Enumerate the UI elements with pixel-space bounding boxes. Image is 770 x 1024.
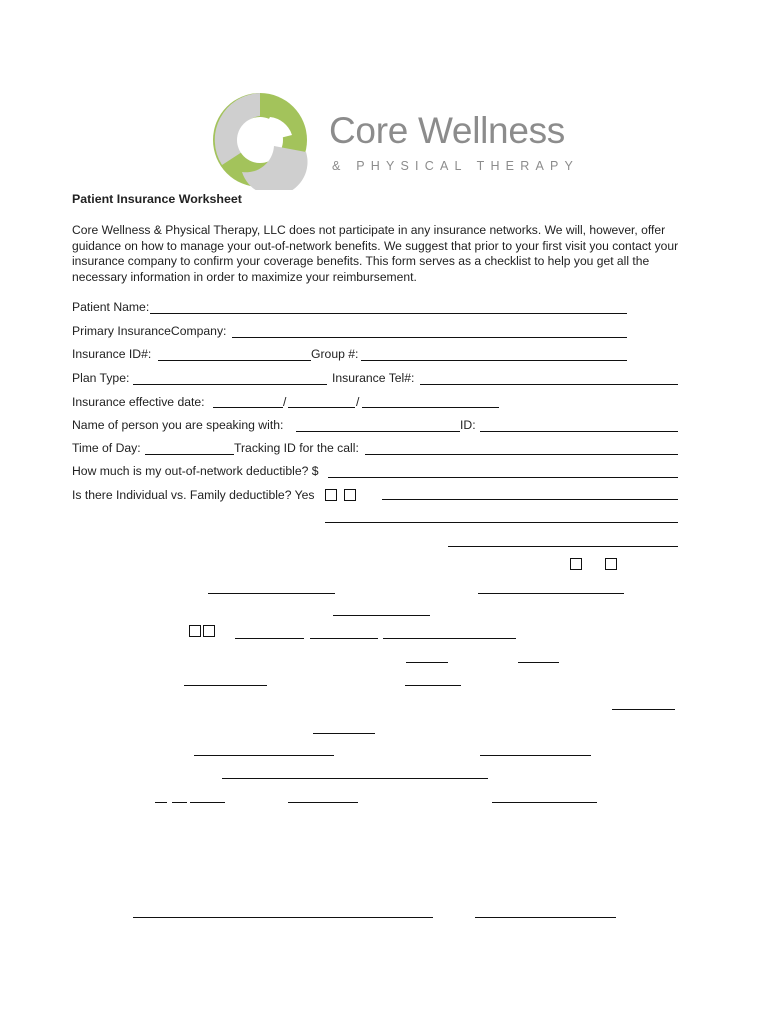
brand-tagline: & PHYSICAL THERAPY [332, 159, 580, 173]
blank-answer-line[interactable] [492, 802, 597, 803]
date-separator-2: / [356, 395, 360, 409]
blank-answer-line[interactable] [222, 778, 488, 779]
blank-answer-line[interactable] [184, 685, 267, 686]
blank-answer-line[interactable] [172, 802, 187, 803]
group-label: Group #: [311, 347, 359, 361]
deductible-amount-field[interactable] [328, 477, 678, 478]
blank-answer-line[interactable] [288, 802, 358, 803]
insurance-tel-label: Insurance Tel#: [332, 371, 415, 385]
time-of-day-label: Time of Day: [72, 441, 141, 455]
blank-answer-line[interactable] [235, 638, 304, 639]
blank-answer-line[interactable] [190, 802, 225, 803]
individual-family-question-label: Is there Individual vs. Family deductible? Yes [72, 488, 315, 502]
insurance-tel-field[interactable] [420, 384, 678, 385]
blank-checkbox[interactable] [605, 558, 617, 570]
no-checkbox[interactable] [344, 489, 356, 501]
signature-line[interactable] [133, 917, 433, 918]
blank-answer-line[interactable] [325, 522, 678, 523]
blank-answer-line[interactable] [480, 755, 591, 756]
blank-checkbox[interactable] [189, 625, 201, 637]
patient-name-field[interactable] [150, 313, 627, 314]
deductible-question-label: How much is my out-of-network deductible? $ [72, 464, 319, 478]
individual-family-answer-field[interactable] [382, 499, 678, 500]
person-speaking-label: Name of person you are speaking with: [72, 418, 284, 432]
blank-answer-line[interactable] [518, 662, 559, 663]
blank-checkbox[interactable] [203, 625, 215, 637]
blank-answer-line[interactable] [208, 593, 335, 594]
date-separator-1: / [283, 395, 287, 409]
blank-answer-line[interactable] [448, 546, 678, 547]
id-field[interactable] [480, 431, 678, 432]
core-wellness-logo-icon [212, 90, 308, 190]
blank-answer-line[interactable] [310, 638, 378, 639]
form-title: Patient Insurance Worksheet [72, 192, 242, 206]
blank-answer-line[interactable] [612, 709, 675, 710]
patient-name-label: Patient Name: [72, 300, 150, 314]
brand-name: Core Wellness [329, 110, 566, 151]
effective-date-month-field[interactable] [213, 407, 283, 408]
time-of-day-field[interactable] [145, 454, 234, 455]
plan-type-label: Plan Type: [72, 371, 130, 385]
tracking-id-field[interactable] [365, 454, 678, 455]
insurance-id-label: Insurance ID#: [72, 347, 152, 361]
person-speaking-field[interactable] [296, 431, 460, 432]
effective-date-year-field[interactable] [362, 407, 499, 408]
blank-answer-line[interactable] [194, 755, 334, 756]
blank-answer-line[interactable] [405, 685, 461, 686]
primary-insurance-field[interactable] [232, 337, 627, 338]
blank-checkbox[interactable] [570, 558, 582, 570]
yes-checkbox[interactable] [325, 489, 337, 501]
id-label: ID: [460, 418, 476, 432]
primary-insurance-label: Primary InsuranceCompany: [72, 324, 227, 338]
effective-date-label: Insurance effective date: [72, 395, 205, 409]
tracking-id-label: Tracking ID for the call: [234, 441, 359, 455]
blank-answer-line[interactable] [383, 638, 516, 639]
group-field[interactable] [361, 360, 627, 361]
blank-answer-line[interactable] [478, 593, 624, 594]
date-line[interactable] [475, 917, 616, 918]
intro-paragraph: Core Wellness & Physical Therapy, LLC does not participate in any insurance networks. We will, however, offer guidance on how to manage your out-of-network benefits. We suggest that prior to your first visit you contact your insurance company to confirm your coverage benefits. This form serves as a checklist to help you get all the necessary information in order to maximize your reimbursement. [72, 223, 679, 284]
blank-answer-line[interactable] [313, 733, 375, 734]
blank-answer-line[interactable] [406, 662, 448, 663]
plan-type-field[interactable] [133, 384, 327, 385]
blank-answer-line[interactable] [333, 615, 430, 616]
blank-answer-line[interactable] [155, 802, 167, 803]
insurance-id-field[interactable] [158, 360, 311, 361]
effective-date-day-field[interactable] [288, 407, 355, 408]
